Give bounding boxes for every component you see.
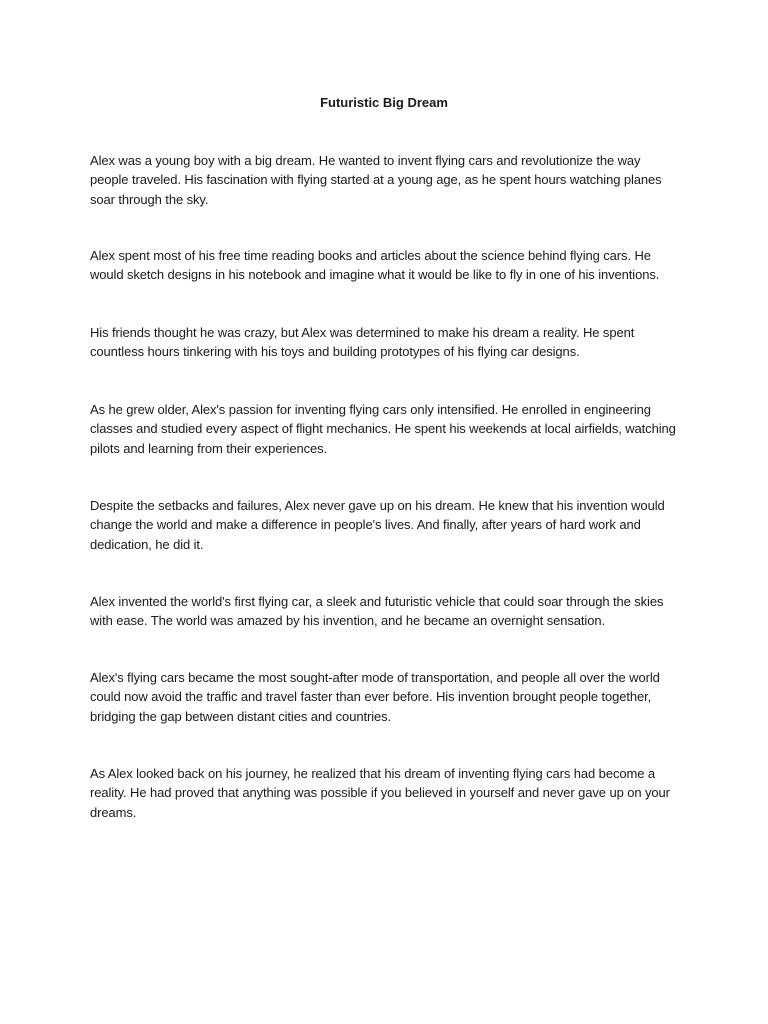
document-title: Futuristic Big Dream	[320, 95, 448, 110]
paragraph-8: As Alex looked back on his journey, he realized that his dream of inventing flying cars had become a reality. He had proved that anything was possible if you believed in yourself and never gave up on your dreams.	[90, 766, 670, 820]
paragraph-1: Alex was a young boy with a big dream. He wanted to invent flying cars and revolutionize the way people traveled. His fascination with flying started at a young age, as he spent hours watching planes soar through the sky.	[90, 153, 662, 207]
paragraph-4: As he grew older, Alex's passion for inventing flying cars only intensified. He enrolled in engineering classes and studied every aspect of flight mechanics. He spent his weekends at local airfields, watching pilots and learning from their experiences.	[90, 402, 676, 456]
paragraph-6: Alex invented the world's first flying car, a sleek and futuristic vehicle that could soar through the skies with ease. The world was amazed by his invention, and he became an overnight sensation.	[90, 594, 664, 629]
paragraph-2: Alex spent most of his free time reading books and articles about the science behind flying cars. He would sketch designs in his notebook and imagine what it would be like to fly in one of his inventions.	[90, 248, 660, 283]
paragraph-5: Despite the setbacks and failures, Alex never gave up on his dream. He knew that his invention would change the world and make a difference in people's lives. And finally, after years of hard work and dedication, he did it.	[90, 498, 665, 552]
paragraph-7: Alex's flying cars became the most sought-after mode of transportation, and people all over the world could now avoid the traffic and travel faster than ever before. His invention brought people together, bridging the gap between distant cities and countries.	[90, 670, 660, 724]
paragraph-3: His friends thought he was crazy, but Alex was determined to make his dream a reality. He spent countless hours tinkering with his toys and building prototypes of his flying car designs.	[90, 325, 635, 360]
